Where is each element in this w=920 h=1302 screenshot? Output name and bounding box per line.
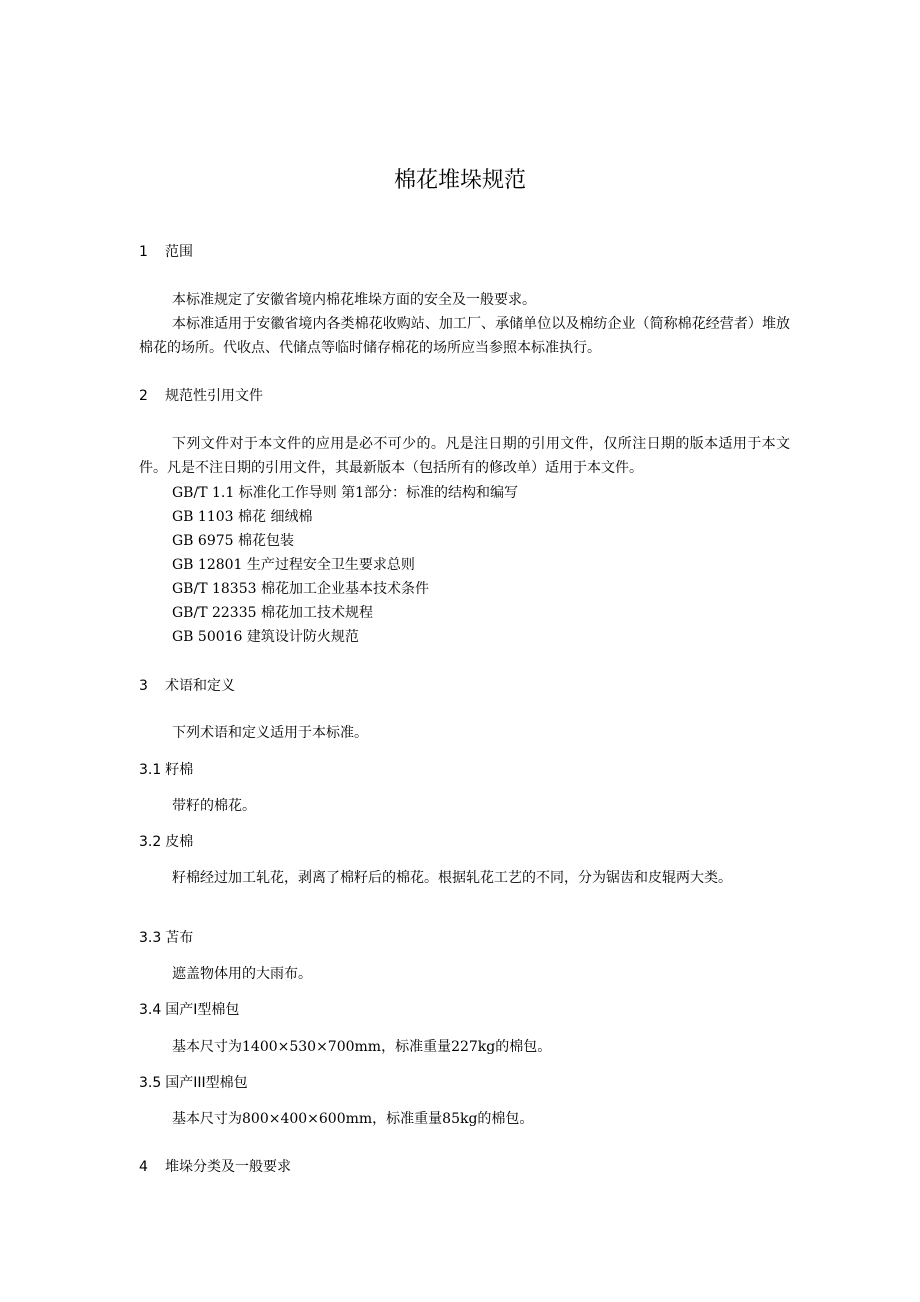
section-heading-1 (139, 242, 193, 262)
definition: 遮盖物体用的大雨布。 (172, 966, 312, 982)
subsection-title: 籽棉 (165, 762, 194, 778)
paragraph: 本标准规定了安徽省境内棉花堆垛方面的安全及一般要求。 (172, 292, 536, 308)
definition: 基本尺寸为1400×530×700mm，标准重量227kg的棉包。 (172, 1039, 552, 1055)
paragraph: 下列文件对于本文件的应用是必不可少的。凡是注日期的引用文件，仅所注日期的版本适用于本文件。凡是不注日期的引用文件，其最新版本（包括所有的修改单）适用于本文件。 (139, 436, 790, 476)
definition: 基本尺寸为800×400×600mm，标准重量85kg的棉包。 (172, 1111, 534, 1127)
subsection-number: 3.5 (139, 1075, 162, 1091)
subsection-number: 3.3 (139, 930, 162, 946)
subsection-number: 3.4 (139, 1002, 162, 1018)
subsection-heading (139, 1073, 248, 1093)
section-title: 术语和定义 (165, 678, 235, 694)
section-heading-2 (139, 386, 263, 406)
section-heading-3 (139, 676, 235, 696)
subsection-title: 国产III型棉包 (165, 1075, 248, 1091)
reference-item: GB/T 1.1 标准化工作导则 第1部分：标准的结构和编写 (172, 485, 519, 501)
reference-item: GB 1103 棉花 细绒棉 (172, 509, 313, 525)
section-number: 4 (139, 1159, 148, 1175)
reference-item: GB/T 18353 棉花加工企业基本技术条件 (172, 581, 429, 597)
reference-item: GB/T 22335 棉花加工技术规程 (172, 605, 373, 621)
reference-item: GB 12801 生产过程安全卫生要求总则 (172, 557, 415, 573)
paragraph: 下列术语和定义适用于本标准。 (172, 725, 368, 741)
section-title: 堆垛分类及一般要求 (165, 1159, 291, 1175)
section-number: 3 (139, 678, 148, 694)
reference-item: GB 50016 建筑设计防火规范 (172, 629, 359, 645)
subsection-heading (139, 832, 193, 852)
section-number: 1 (139, 244, 148, 260)
subsection-heading (139, 1000, 239, 1020)
definition: 带籽的棉花。 (172, 798, 256, 814)
subsection-number: 3.1 (139, 762, 162, 778)
subsection-title: 国产I型棉包 (165, 1002, 240, 1018)
subsection-title: 苫布 (165, 930, 194, 946)
subsection-heading (139, 760, 193, 780)
paragraph: 本标准适用于安徽省境内各类棉花收购站、加工厂、承储单位以及棉纺企业（简称棉花经营者）堆放棉花的场所。代收点、代储点等临时储存棉花的场所应当参照本标准执行。 (139, 316, 790, 356)
section-heading-4 (139, 1157, 291, 1177)
section-title: 范围 (165, 244, 193, 260)
subsection-title: 皮棉 (165, 834, 194, 850)
subsection-heading (139, 928, 193, 948)
document-title: 棉花堆垛规范 (393, 168, 526, 193)
subsection-number: 3.2 (139, 834, 162, 850)
section-title: 规范性引用文件 (165, 388, 263, 404)
reference-item: GB 6975 棉花包装 (172, 533, 295, 549)
section-number: 2 (139, 388, 148, 404)
definition: 籽棉经过加工轧花，剥离了棉籽后的棉花。根据轧花工艺的不同，分为锯齿和皮辊两大类。 (172, 870, 732, 886)
